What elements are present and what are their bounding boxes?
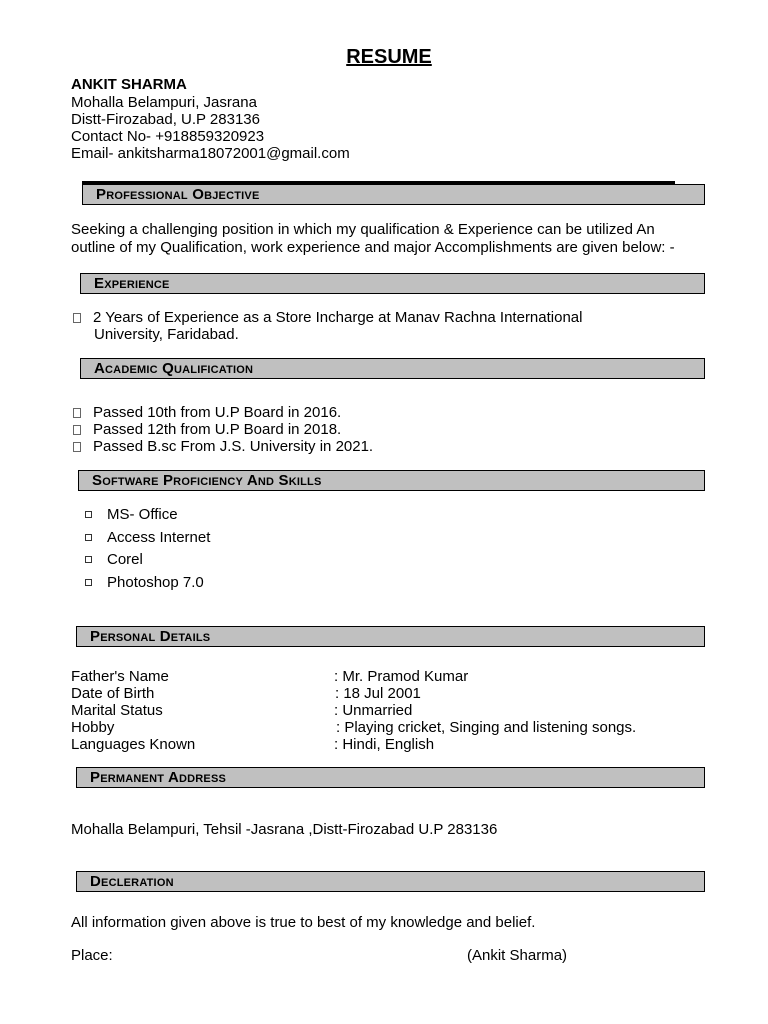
section-permanent-address: Permanent Address [76, 767, 705, 788]
bullet-box-icon [73, 313, 81, 323]
place-label: Place: [71, 947, 113, 964]
bullet-box-icon [73, 425, 81, 435]
bullet-box-icon [73, 408, 81, 418]
section-personal-details: Personal Details [76, 626, 705, 647]
hollow-square-icon [85, 579, 92, 586]
personal-label-hobby: Hobby [71, 719, 115, 736]
personal-label-languages: Languages Known [71, 736, 196, 753]
hollow-square-icon [85, 511, 92, 518]
personal-label-father: Father's Name [71, 668, 169, 685]
academic-item-2: Passed 12th from U.P Board in 2018. [93, 421, 342, 438]
personal-value-languages: : Hindi, English [334, 736, 435, 753]
personal-value-marital: : Unmarried [334, 702, 413, 719]
skill-item-2: Access Internet [107, 529, 211, 546]
signature-name: (Ankit Sharma) [467, 947, 568, 964]
permanent-address-text: Mohalla Belampuri, Tehsil -Jasrana ,Distt-Firozabad U.P 283136 [71, 821, 498, 838]
bullet-box-icon [73, 442, 81, 452]
skill-item-1: MS- Office [107, 506, 178, 523]
section-experience: Experience [80, 273, 705, 294]
list-item [73, 438, 373, 455]
address-line-2: Distt-Firozabad, U.P 283136 [71, 111, 260, 128]
experience-line-1: 2 Years of Experience as a Store Incharge at Manav Rachna International [93, 309, 583, 326]
experience-item [73, 309, 582, 326]
academic-item-1: Passed 10th from U.P Board in 2016. [93, 404, 342, 421]
experience-line-2: University, Faridabad. [94, 326, 239, 343]
academic-item-3: Passed B.sc From J.S. University in 2021. [93, 438, 374, 455]
skill-item-4: Photoshop 7.0 [107, 574, 204, 591]
skill-item-3: Corel [107, 551, 143, 568]
contact-number: Contact No- +918859320923 [71, 128, 265, 145]
hollow-square-icon [85, 534, 92, 541]
hollow-square-icon [85, 556, 92, 563]
list-item [85, 506, 178, 523]
list-item [73, 404, 341, 421]
section-software-skills: Software Proficiency And Skills [78, 470, 705, 491]
candidate-name: ANKIT SHARMA [71, 76, 187, 93]
list-item [73, 421, 341, 438]
personal-value-dob: : 18 Jul 2001 [335, 685, 421, 702]
personal-value-father: : Mr. Pramod Kumar [334, 668, 469, 685]
list-item [85, 574, 204, 591]
address-line-1: Mohalla Belampuri, Jasrana [71, 94, 257, 111]
section-academic-qualification: Academic Qualification [80, 358, 705, 379]
resume-title: RESUME [346, 46, 432, 68]
list-item [85, 529, 210, 546]
declaration-text: All information given above is true to best of my knowledge and belief. [71, 914, 536, 931]
objective-line-2: outline of my Qualification, work experience and major Accomplishments are given below: - [71, 239, 675, 256]
personal-label-marital: Marital Status [71, 702, 163, 719]
section-declaration: Decleration [76, 871, 705, 892]
list-item [85, 551, 143, 568]
email-address: Email- ankitsharma18072001@gmail.com [71, 145, 350, 162]
objective-line-1: Seeking a challenging position in which my qualification & Experience can be utilized An [71, 221, 655, 238]
personal-value-hobby: : Playing cricket, Singing and listening songs. [336, 719, 637, 736]
section-professional-objective: Professional Objective [82, 184, 705, 205]
personal-label-dob: Date of Birth [71, 685, 155, 702]
